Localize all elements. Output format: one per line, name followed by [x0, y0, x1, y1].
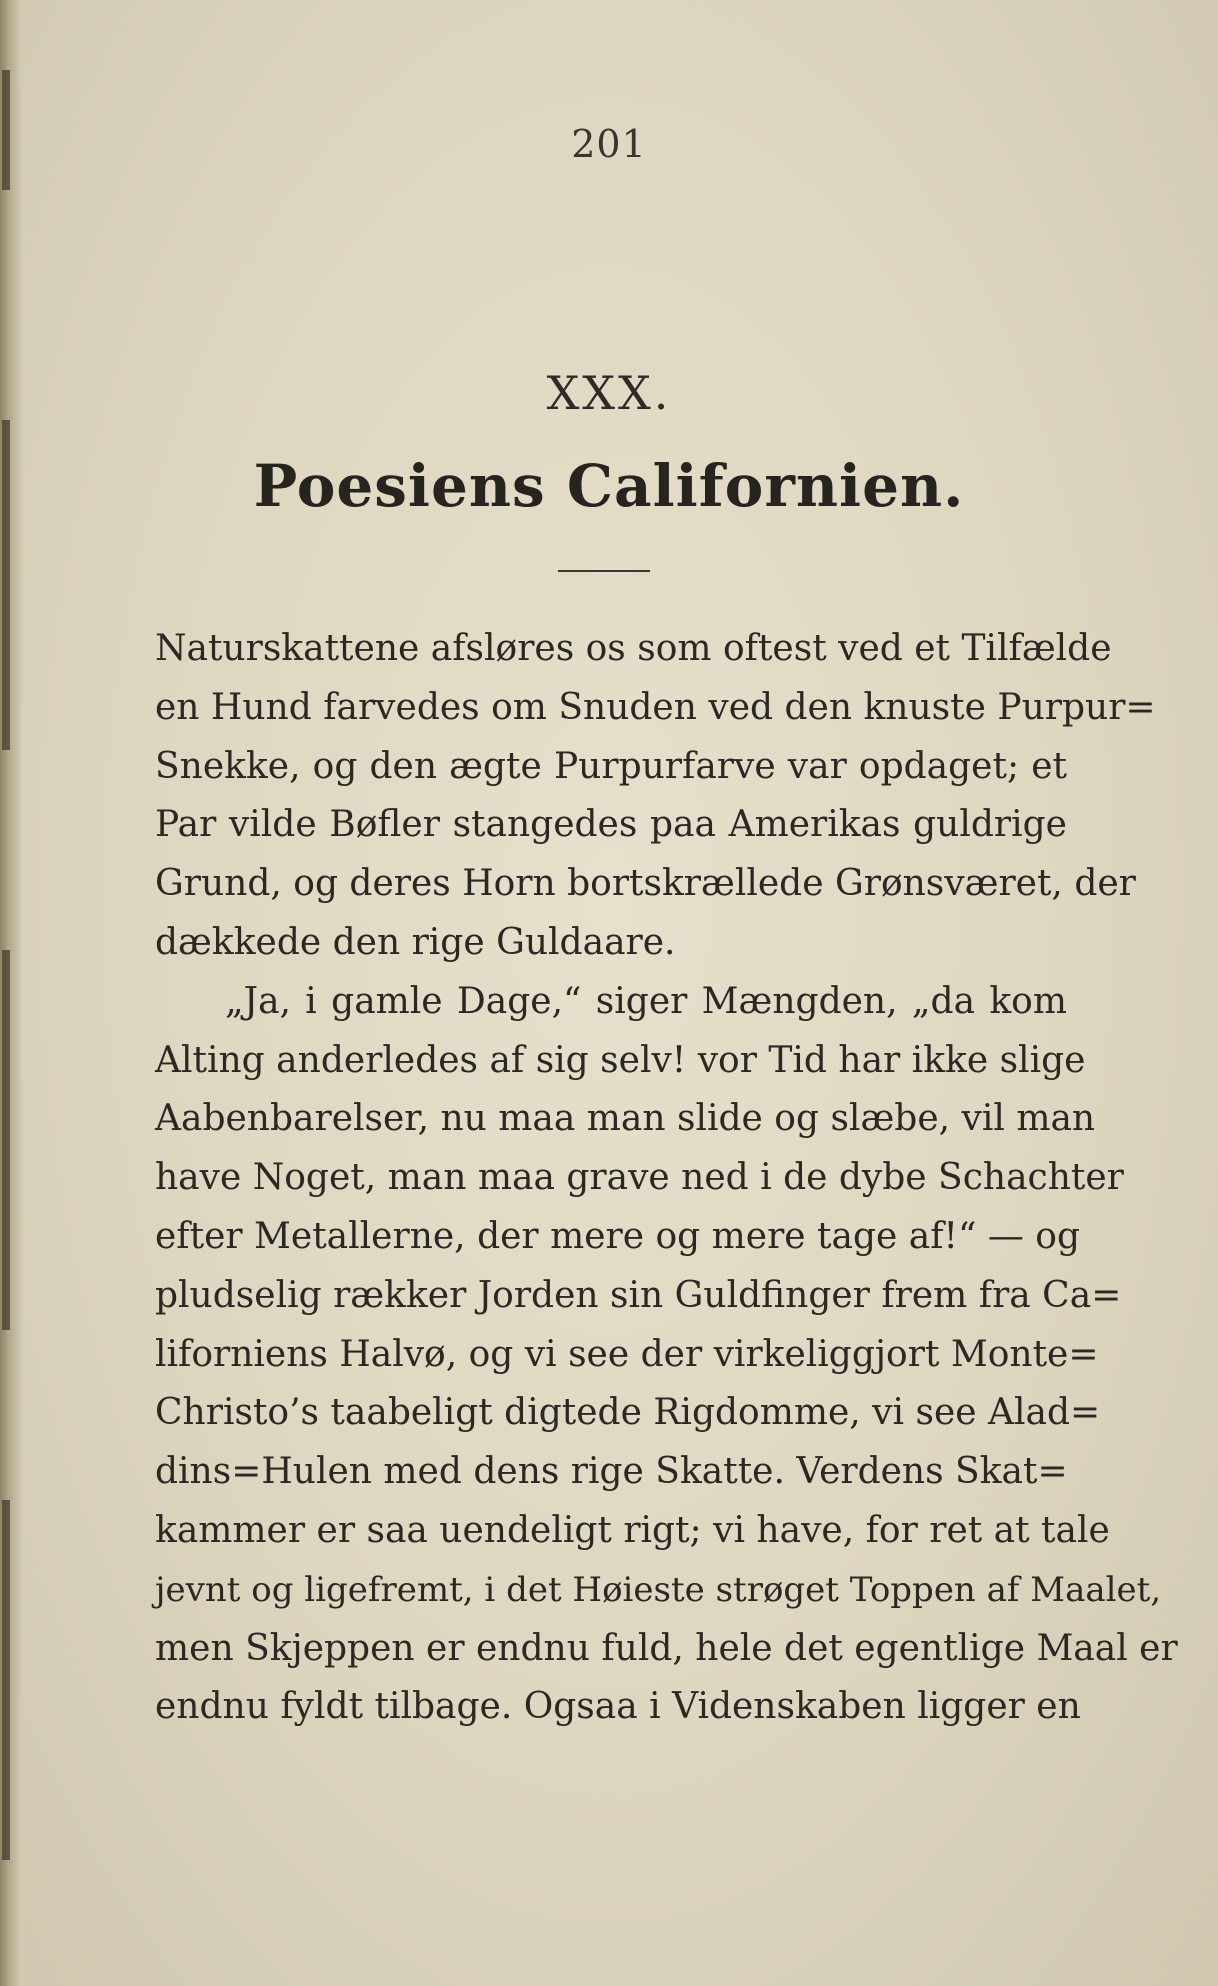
text-line: kammer er saa uendeligt rigt; vi have, for ret at tale [155, 1509, 1110, 1551]
text-line: liforniens Halvø, og vi see der virkeliggjort Monte= [155, 1333, 1099, 1375]
chapter-title: Poesiens Californien. [253, 452, 965, 520]
text-line: „Ja, i gamle Dage,“ siger Mængden, „da kom [225, 980, 1067, 1022]
binding-edge [0, 0, 22, 1986]
text-line: en Hund farvedes om Snuden ved den knuste Purpur= [155, 686, 1156, 728]
text-line: Christo’s taabeligt digtede Rigdomme, vi see Alad= [155, 1392, 1101, 1434]
chapter-number: XXX. [546, 366, 672, 420]
title-divider [558, 570, 650, 572]
text-line: endnu fyldt tilbage. Ogsaa i Videnskaben ligger en [155, 1686, 1081, 1728]
text-line: men Skjeppen er endnu fuld, hele det egentlige Maal er [155, 1627, 1178, 1669]
text-line: jevnt og ligefremt, i det Høieste strøget Toppen af Maalet, [155, 1569, 1162, 1610]
body-text [155, 620, 1178, 1737]
binding-mark [2, 1500, 10, 1860]
binding-mark [2, 950, 10, 1330]
text-line: have Noget, man maa grave ned i de dybe Schachter [155, 1157, 1124, 1199]
text-line: pludselig rækker Jorden sin Guldfinger frem fra Ca= [155, 1274, 1122, 1316]
text-line: efter Metallerne, der mere og mere tage af!“ — og [155, 1215, 1081, 1257]
text-line: Par vilde Bøfler stangedes paa Amerikas guldrige [155, 804, 1067, 846]
text-line: Grund, og deres Horn bortskrællede Grønsværet, der [155, 863, 1136, 905]
text-line: Alting anderledes af sig selv! vor Tid har ikke slige [155, 1039, 1086, 1081]
text-line: dækkede den rige Guldaare. [155, 921, 676, 963]
text-line: Naturskattene afsløres os som oftest ved et Tilfælde [155, 628, 1112, 669]
page-number: 201 [571, 122, 647, 166]
text-line: Aabenbarelser, nu maa man slide og slæbe, vil man [155, 1098, 1096, 1140]
text-line: dins=Hulen med dens rige Skatte. Verdens Skat= [155, 1451, 1068, 1493]
text-line: Snekke, og den ægte Purpurfarve var opdaget; et [155, 745, 1067, 787]
